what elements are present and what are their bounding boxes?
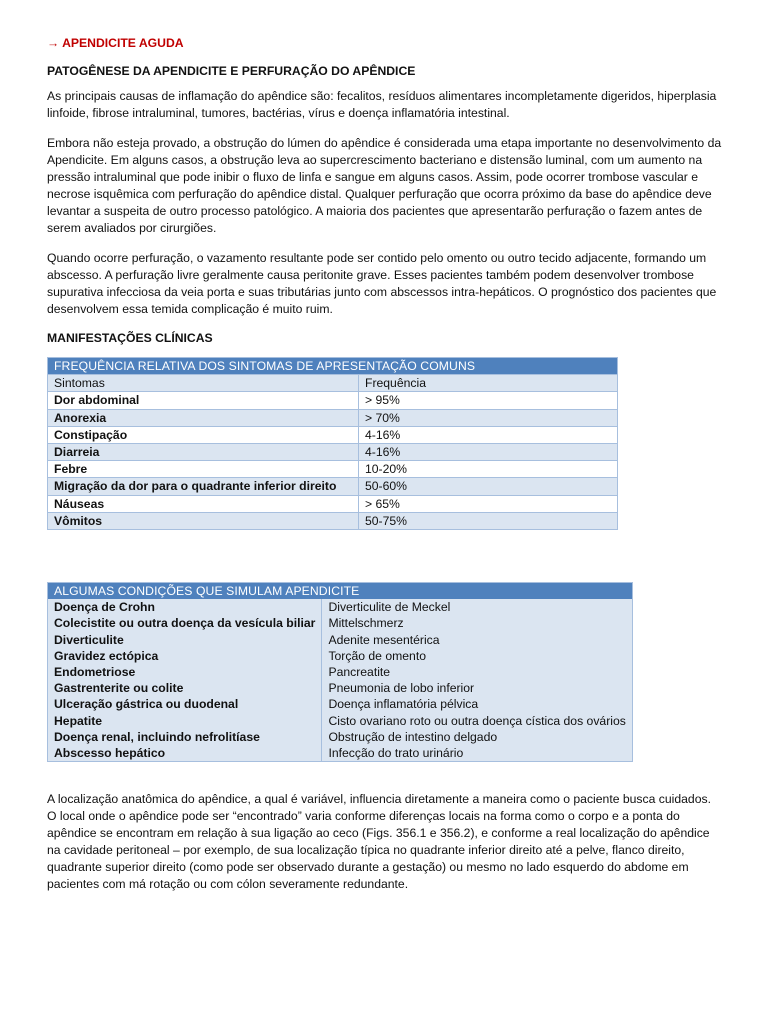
condition-left-cell: Doença renal, incluindo nefrolitíase [48,729,322,745]
frequency-cell: 50-75% [359,512,618,529]
symptom-cell: Diarreia [48,443,359,460]
frequency-cell: 4-16% [359,443,618,460]
table-row [48,745,633,762]
symptom-cell: Dor abdominal [48,392,359,409]
table-row [48,495,618,512]
table-row [48,713,633,729]
symptom-frequency-table [47,357,618,530]
condition-right-cell: Diverticulite de Meckel [322,599,632,615]
column-header-sintomas: Sintomas [48,375,359,392]
frequency-cell: 10-20% [359,461,618,478]
frequency-cell: 50-60% [359,478,618,495]
paragraph-localizacao: A localização anatômica do apêndice, a qual é variável, influencia diretamente a maneira como o paciente busca cuidados. O local onde o apêndice pode ser “encontrado” varia conforme diferenças locais na forma como o corpo e a ponta do apêndice se encontram em relação à sua ligação ao ceco (Figs. 356.1 e 356.2), e conforme a real localização do apêndice na cavidade peritoneal – por exemplo, de sua localização típica no quadrante inferior direito até a pelve, flanco direito, quadrante superior direito (como pode ser observado durante a gestação) ou mesmo no lado esquerdo do abdome em pacientes com má rotação ou com cólon severamente redundante. [47,792,711,891]
table-row [48,461,618,478]
condition-left-cell: Abscesso hepático [48,745,322,762]
condition-left-cell: Gastrenterite ou colite [48,680,322,696]
mimic-conditions-table-wrap [47,582,722,762]
table-row [48,599,633,615]
table-row [48,615,633,631]
paragraph-obstrucao: Embora não esteja provado, a obstrução do lúmen do apêndice é considerada uma etapa importante no desenvolvimento da Apendicite. Em alguns casos, a obstrução leva ao supercrescimento bacteriano e distensão luminal, com um aumento na pressão intraluminal que pode inibir o fluxo de linfa e sangue em alguns casos. Assim, pode ocorrer trombose vascular e necrose isquêmica com perfuração do apêndice distal. Qualquer perfuração que ocorra próximo da base do apêndice deve levantar a suspeita de outro processo patológico. A maioria dos pacientes que apresentarão perfuração o fazem antes de serem avaliados por cirurgiões. [47,136,722,235]
paragraph-causas: As principais causas de inflamação do apêndice são: fecalitos, resíduos alimentares incompletamente digeridos, hiperplasia linfoide, fibrose intraluminal, tumores, bactérias, vírus e doença inflamatória intestinal. [47,89,717,120]
table-row [48,632,633,648]
table-row [48,680,633,696]
condition-right-cell: Adenite mesentérica [322,632,632,648]
condition-right-cell: Infecção do trato urinário [322,745,632,762]
table-title: ALGUMAS CONDIÇÕES QUE SIMULAM APENDICITE [48,583,633,600]
table-row [48,729,633,745]
condition-left-cell: Doença de Crohn [48,599,322,615]
table-title: FREQUÊNCIA RELATIVA DOS SINTOMAS DE APRESENTAÇÃO COMUNS [48,358,618,375]
title-manifestacoes: MANIFESTAÇÕES CLÍNICAS [47,331,213,345]
condition-right-cell: Pneumonia de lobo inferior [322,680,632,696]
symptom-cell: Náuseas [48,495,359,512]
condition-right-cell: Pancreatite [322,664,632,680]
frequency-cell: > 70% [359,409,618,426]
table-row [48,648,633,664]
frequency-cell: > 65% [359,495,618,512]
condition-right-cell: Torção de omento [322,648,632,664]
table-row [48,426,618,443]
paragraph-perfuracao: Quando ocorre perfuração, o vazamento resultante pode ser contido pelo omento ou outro tecido adjacente, formando um abscesso. A perfuração livre geralmente causa peritonite grave. Esses pacientes também podem desenvolver trombose supurativa infecciosa da veia porta e suas tributárias junto com abscessos intra-hepáticos. O prognóstico dos pacientes que desenvolvem essa temida complicação é muito ruim. [47,251,717,316]
symptom-cell: Anorexia [48,409,359,426]
frequency-cell: > 95% [359,392,618,409]
table-row [48,478,618,495]
title-patogenese: PATOGÊNESE DA APENDICITE E PERFURAÇÃO DO APÊNDICE [47,64,416,78]
condition-right-cell: Cisto ovariano roto ou outra doença cística dos ovários [322,713,632,729]
condition-left-cell: Colecistite ou outra doença da vesícula biliar [48,615,322,631]
section-label: → APENDICITE AGUDA [47,36,184,50]
symptom-frequency-table-wrap [47,357,722,530]
condition-left-cell: Diverticulite [48,632,322,648]
table-row [48,696,633,712]
table-row [48,409,618,426]
symptom-cell: Febre [48,461,359,478]
symptom-cell: Vômitos [48,512,359,529]
frequency-cell: 4-16% [359,426,618,443]
condition-right-cell: Obstrução de intestino delgado [322,729,632,745]
table-title-row [48,583,633,600]
table-title-row [48,358,618,375]
table-row [48,392,618,409]
condition-right-cell: Mittelschmerz [322,615,632,631]
symptom-cell: Constipação [48,426,359,443]
mimic-conditions-table [47,582,633,762]
table-row [48,443,618,460]
table-row [48,664,633,680]
condition-left-cell: Gravidez ectópica [48,648,322,664]
table-header-row [48,375,618,392]
condition-left-cell: Endometriose [48,664,322,680]
symptom-cell: Migração da dor para o quadrante inferior direito [48,478,359,495]
condition-left-cell: Ulceração gástrica ou duodenal [48,696,322,712]
column-header-frequencia: Frequência [359,375,618,392]
condition-right-cell: Doença inflamatória pélvica [322,696,632,712]
condition-left-cell: Hepatite [48,713,322,729]
table-row [48,512,618,529]
